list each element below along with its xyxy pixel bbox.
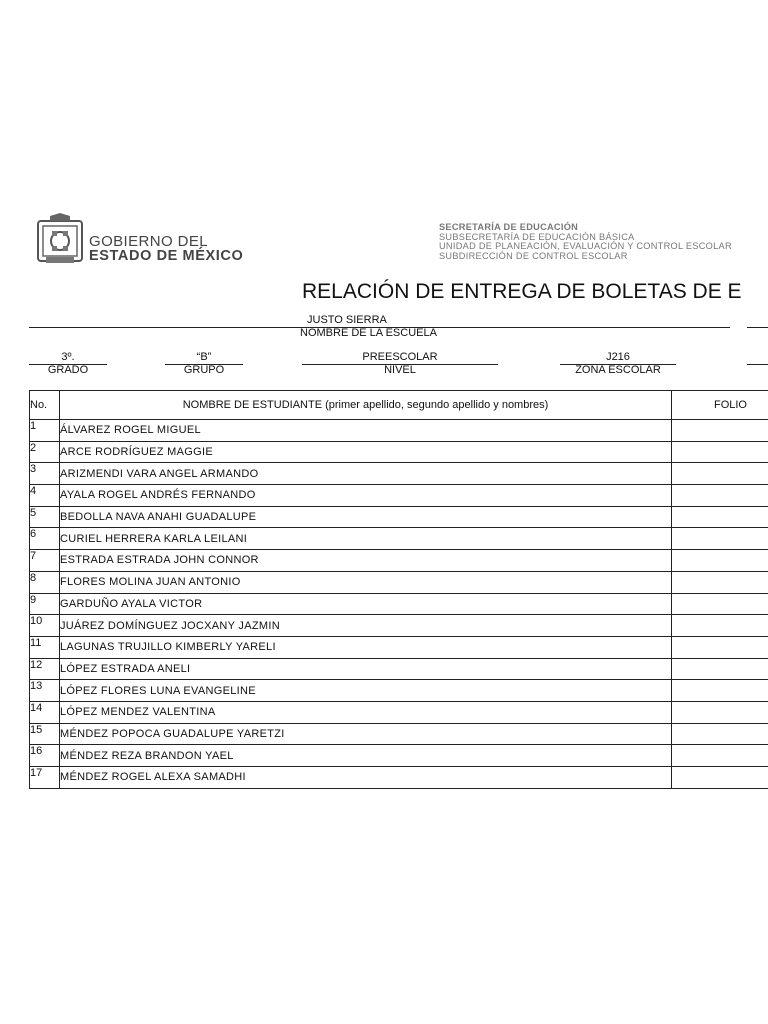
student-name: ARCE RODRÍGUEZ MAGGIE bbox=[60, 441, 672, 463]
folio-cell bbox=[672, 571, 768, 593]
row-number: 2 bbox=[30, 441, 60, 463]
nivel-value: PREESCOLAR bbox=[362, 351, 438, 363]
grupo-value: “B” bbox=[196, 351, 212, 363]
table-row bbox=[30, 615, 768, 637]
folio-cell bbox=[672, 506, 768, 528]
table-row bbox=[30, 680, 768, 702]
folio-cell bbox=[672, 615, 768, 637]
col-header-folio: FOLIO bbox=[672, 391, 768, 420]
col-header-name: NOMBRE DE ESTUDIANTE (primer apellido, segundo apellido y nombres) bbox=[60, 391, 672, 420]
gov-name-line2: ESTADO DE MÉXICO bbox=[89, 248, 244, 264]
folio-cell bbox=[672, 680, 768, 702]
zona-caption: ZONA ESCOLAR bbox=[575, 364, 661, 376]
folio-cell bbox=[672, 420, 768, 442]
table-row bbox=[30, 636, 768, 658]
row-number: 3 bbox=[30, 463, 60, 485]
student-name: LAGUNAS TRUJILLO KIMBERLY YARELI bbox=[60, 636, 672, 658]
school-name-value: JUSTO SIERRA bbox=[307, 314, 387, 326]
extra-field-line bbox=[747, 364, 768, 365]
table-row bbox=[30, 701, 768, 723]
table-row bbox=[30, 420, 768, 442]
grado-caption: GRADO bbox=[47, 364, 89, 376]
table-row bbox=[30, 506, 768, 528]
folio-cell bbox=[672, 550, 768, 572]
nivel-caption: NIVEL bbox=[384, 364, 416, 376]
grado-value: 3º. bbox=[61, 351, 75, 363]
folio-cell bbox=[672, 723, 768, 745]
unidad-label: UNIDAD DE PLANEACIÓN, EVALUACIÓN Y CONTROL ESCOLAR bbox=[439, 241, 732, 251]
row-number: 5 bbox=[30, 506, 60, 528]
table-row bbox=[30, 550, 768, 572]
folio-cell bbox=[672, 441, 768, 463]
folio-cell bbox=[672, 658, 768, 680]
table-row bbox=[30, 485, 768, 507]
folio-cell bbox=[672, 767, 768, 789]
folio-cell bbox=[672, 485, 768, 507]
student-name: MÉNDEZ ROGEL ALEXA SAMADHI bbox=[60, 767, 672, 789]
coat-of-arms-logo bbox=[36, 213, 84, 265]
row-number: 4 bbox=[30, 485, 60, 507]
school-name-caption: NOMBRE DE LA ESCUELA bbox=[300, 327, 437, 339]
student-name: FLORES MOLINA JUAN ANTONIO bbox=[60, 571, 672, 593]
row-number: 9 bbox=[30, 593, 60, 615]
table-row bbox=[30, 593, 768, 615]
row-number: 10 bbox=[30, 615, 60, 637]
table-row bbox=[30, 463, 768, 485]
folio-cell bbox=[672, 745, 768, 767]
row-number: 6 bbox=[30, 528, 60, 550]
table-header-row bbox=[30, 391, 768, 420]
folio-cell bbox=[672, 528, 768, 550]
gov-name-line1: GOBIERNO DEL bbox=[89, 233, 208, 250]
student-name: LÓPEZ ESTRADA ANELI bbox=[60, 658, 672, 680]
subdireccion-label: SUBDIRECCIÓN DE CONTROL ESCOLAR bbox=[439, 251, 628, 261]
row-number: 17 bbox=[30, 767, 60, 789]
col-header-no: No. bbox=[30, 391, 60, 420]
grupo-caption: GRUPO bbox=[183, 364, 225, 376]
student-name: ARIZMENDI VARA ANGEL ARMANDO bbox=[60, 463, 672, 485]
student-name: CURIEL HERRERA KARLA LEILANI bbox=[60, 528, 672, 550]
table-row bbox=[30, 528, 768, 550]
row-number: 16 bbox=[30, 745, 60, 767]
student-name: ÁLVAREZ ROGEL MIGUEL bbox=[60, 420, 672, 442]
row-number: 12 bbox=[30, 658, 60, 680]
row-number: 15 bbox=[30, 723, 60, 745]
student-name: MÉNDEZ POPOCA GUADALUPE YARETZI bbox=[60, 723, 672, 745]
table-row bbox=[30, 745, 768, 767]
student-name: MÉNDEZ REZA BRANDON YAEL bbox=[60, 745, 672, 767]
row-number: 7 bbox=[30, 550, 60, 572]
row-number: 1 bbox=[30, 420, 60, 442]
student-name: ESTRADA ESTRADA JOHN CONNOR bbox=[60, 550, 672, 572]
subsecretaria-label: SUBSECRETARÍA DE EDUCACIÓN BÁSICA bbox=[439, 232, 635, 242]
student-name: AYALA ROGEL ANDRÉS FERNANDO bbox=[60, 485, 672, 507]
row-number: 13 bbox=[30, 680, 60, 702]
secretaria-label: SECRETARÍA DE EDUCACIÓN bbox=[439, 222, 579, 232]
folio-cell bbox=[672, 636, 768, 658]
table-row bbox=[30, 767, 768, 789]
folio-cell bbox=[672, 463, 768, 485]
zona-value: J216 bbox=[606, 351, 630, 363]
page-title: RELACIÓN DE ENTREGA DE BOLETAS DE E bbox=[302, 280, 742, 303]
student-name: GARDUÑO AYALA VICTOR bbox=[60, 593, 672, 615]
table-row bbox=[30, 658, 768, 680]
row-number: 11 bbox=[30, 636, 60, 658]
table-body bbox=[30, 420, 768, 789]
school-extra-line bbox=[747, 327, 768, 328]
table-row bbox=[30, 441, 768, 463]
student-table bbox=[29, 390, 768, 789]
folio-cell bbox=[672, 701, 768, 723]
row-number: 8 bbox=[30, 571, 60, 593]
student-name: LÓPEZ FLORES LUNA EVANGELINE bbox=[60, 680, 672, 702]
student-name: BEDOLLA NAVA ANAHI GUADALUPE bbox=[60, 506, 672, 528]
student-name: LÓPEZ MENDEZ VALENTINA bbox=[60, 701, 672, 723]
student-name: JUÁREZ DOMÍNGUEZ JOCXANY JAZMIN bbox=[60, 615, 672, 637]
table-row bbox=[30, 723, 768, 745]
table-row bbox=[30, 571, 768, 593]
folio-cell bbox=[672, 593, 768, 615]
row-number: 14 bbox=[30, 701, 60, 723]
